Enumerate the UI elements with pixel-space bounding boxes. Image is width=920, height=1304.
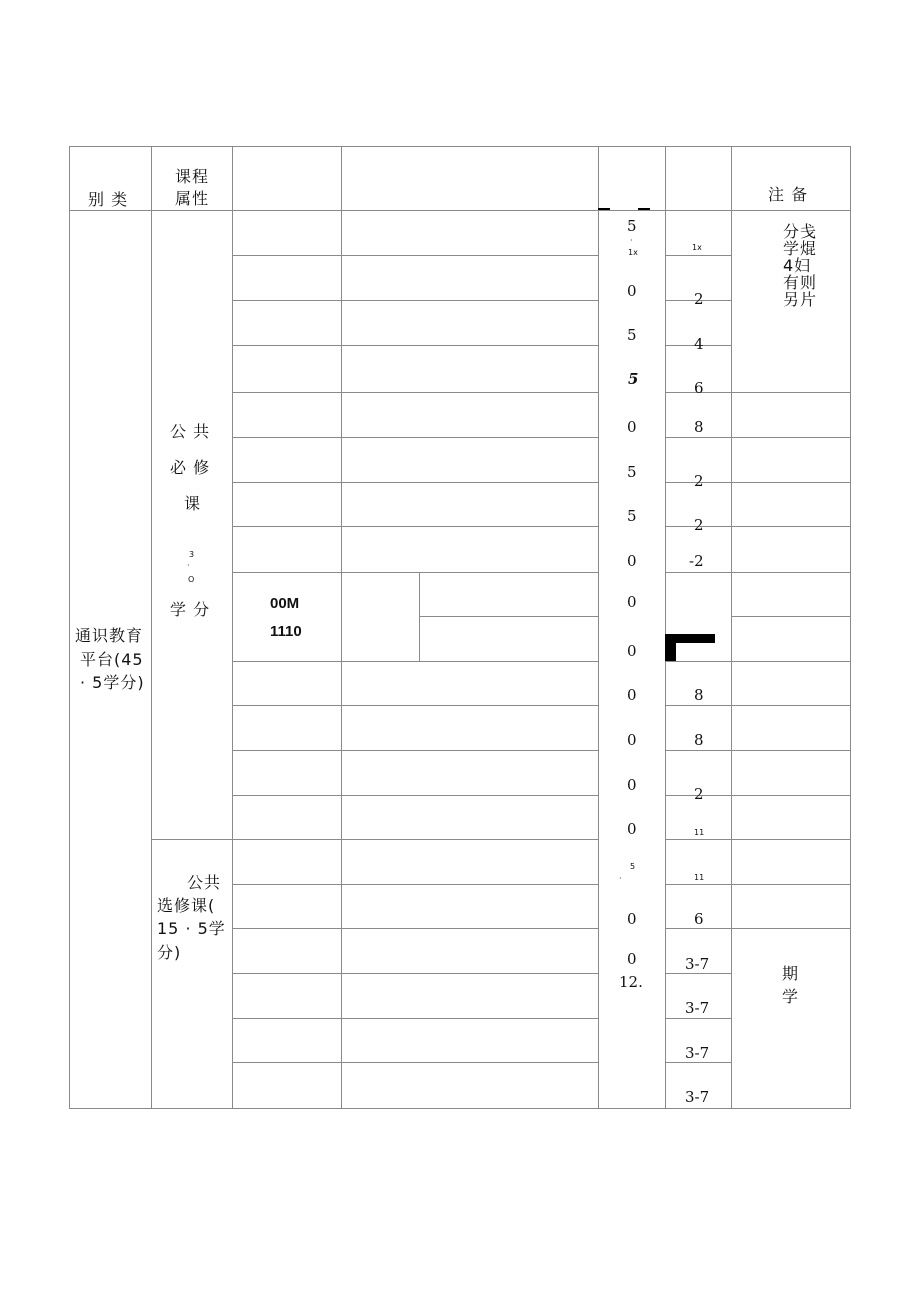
col-a-cell: 0 [627, 731, 637, 749]
col-a-cell: 0 [627, 642, 637, 660]
col-b-cell: 6 [694, 379, 704, 397]
attr-elec-line1: 公共 [187, 873, 222, 892]
corner-mark-vertical [665, 634, 676, 661]
col-b-cell: -2 [689, 552, 704, 570]
col-a-cell: 5 [628, 370, 639, 388]
col-b-cell: 8 [694, 418, 704, 436]
col-b-cell: 3-7 [685, 955, 710, 973]
col-b-cell: 2 [694, 290, 704, 308]
col-b-cell: 4 [694, 335, 704, 353]
header-mark-right [638, 208, 650, 210]
col-a-cell: 5 [630, 862, 636, 871]
col-a-cell: 1x [628, 248, 638, 257]
col-a-cell: 0 [627, 820, 637, 838]
attr-req-line2: 必 修 [170, 458, 211, 477]
attr-req-line3: 课 [184, 494, 202, 513]
col-a-cell: 0 [627, 552, 637, 570]
col-b-cell: 8 [694, 731, 704, 749]
col-a-cell: 0 [627, 282, 637, 300]
col-b-cell: 11 [694, 873, 705, 882]
col-a-cell: 0 [627, 910, 637, 928]
notes-top-line3: 4妇 [783, 256, 812, 275]
course-code-line2: 1110 [270, 623, 302, 640]
col-b-cell: 6 [694, 910, 704, 928]
notes-top-line4: 有则 [783, 273, 818, 292]
attr-elec-line4: 分) [157, 943, 182, 962]
col-a-cell: 5 [627, 507, 637, 525]
attr-elec-line2: 选修课( [157, 896, 216, 915]
header-attr-line1: 课程 [175, 167, 210, 186]
attr-req-line1: 公 共 [170, 422, 211, 441]
header-category: 别 类 [88, 190, 129, 209]
col-b-cell: 3-7 [685, 1088, 710, 1106]
category-line3: · 5学分) [80, 673, 145, 692]
notes-top-line2: 学焜 [783, 239, 818, 258]
category-line2: 平台(45 [80, 650, 144, 669]
attr-req-line4: 学 分 [170, 600, 211, 619]
col-b-cell: 2 [694, 785, 704, 803]
header-mark-left [598, 208, 610, 210]
notes-bottom-line2: 学 [782, 987, 800, 1006]
col-a-cell: 12. [619, 973, 643, 991]
category-line1: 通识教育 [75, 626, 144, 645]
attr-req-digit: 3 [189, 550, 195, 559]
col-b-cell: 3-7 [685, 999, 710, 1017]
notes-bottom-line1: 期 [782, 964, 800, 983]
attr-req-o: O [188, 575, 195, 584]
attr-req-dot: · [187, 561, 190, 570]
col-a-cell: 5 [627, 463, 637, 481]
col-b-cell: 2 [694, 516, 704, 534]
attr-elec-line3: 15 · 5学 [157, 919, 226, 938]
col-b-cell: 8 [694, 686, 704, 704]
course-code-line1: 00M [270, 595, 300, 612]
col-a-cell: 0 [627, 686, 637, 704]
col-a-cell: 5 [627, 326, 637, 344]
col-b-cell: 11 [694, 828, 705, 837]
col-a-cell: · [619, 874, 622, 883]
notes-top-line5: 另片 [783, 290, 818, 309]
col-a-cell: 5 [627, 217, 637, 235]
col-b-cell: 1x [692, 243, 702, 252]
header-attr-line2: 属性 [175, 189, 210, 208]
col-b-cell: 2 [694, 472, 704, 490]
col-a-cell: 0 [627, 418, 637, 436]
col-a-cell: 0 [627, 950, 637, 968]
notes-top-line1: 分戋 [783, 222, 818, 241]
col-a-cell: 0 [627, 776, 637, 794]
col-a-cell: · [630, 236, 633, 245]
col-a-cell: 0 [627, 593, 637, 611]
col-b-cell: 3-7 [685, 1044, 710, 1062]
header-notes: 注 备 [768, 185, 809, 204]
